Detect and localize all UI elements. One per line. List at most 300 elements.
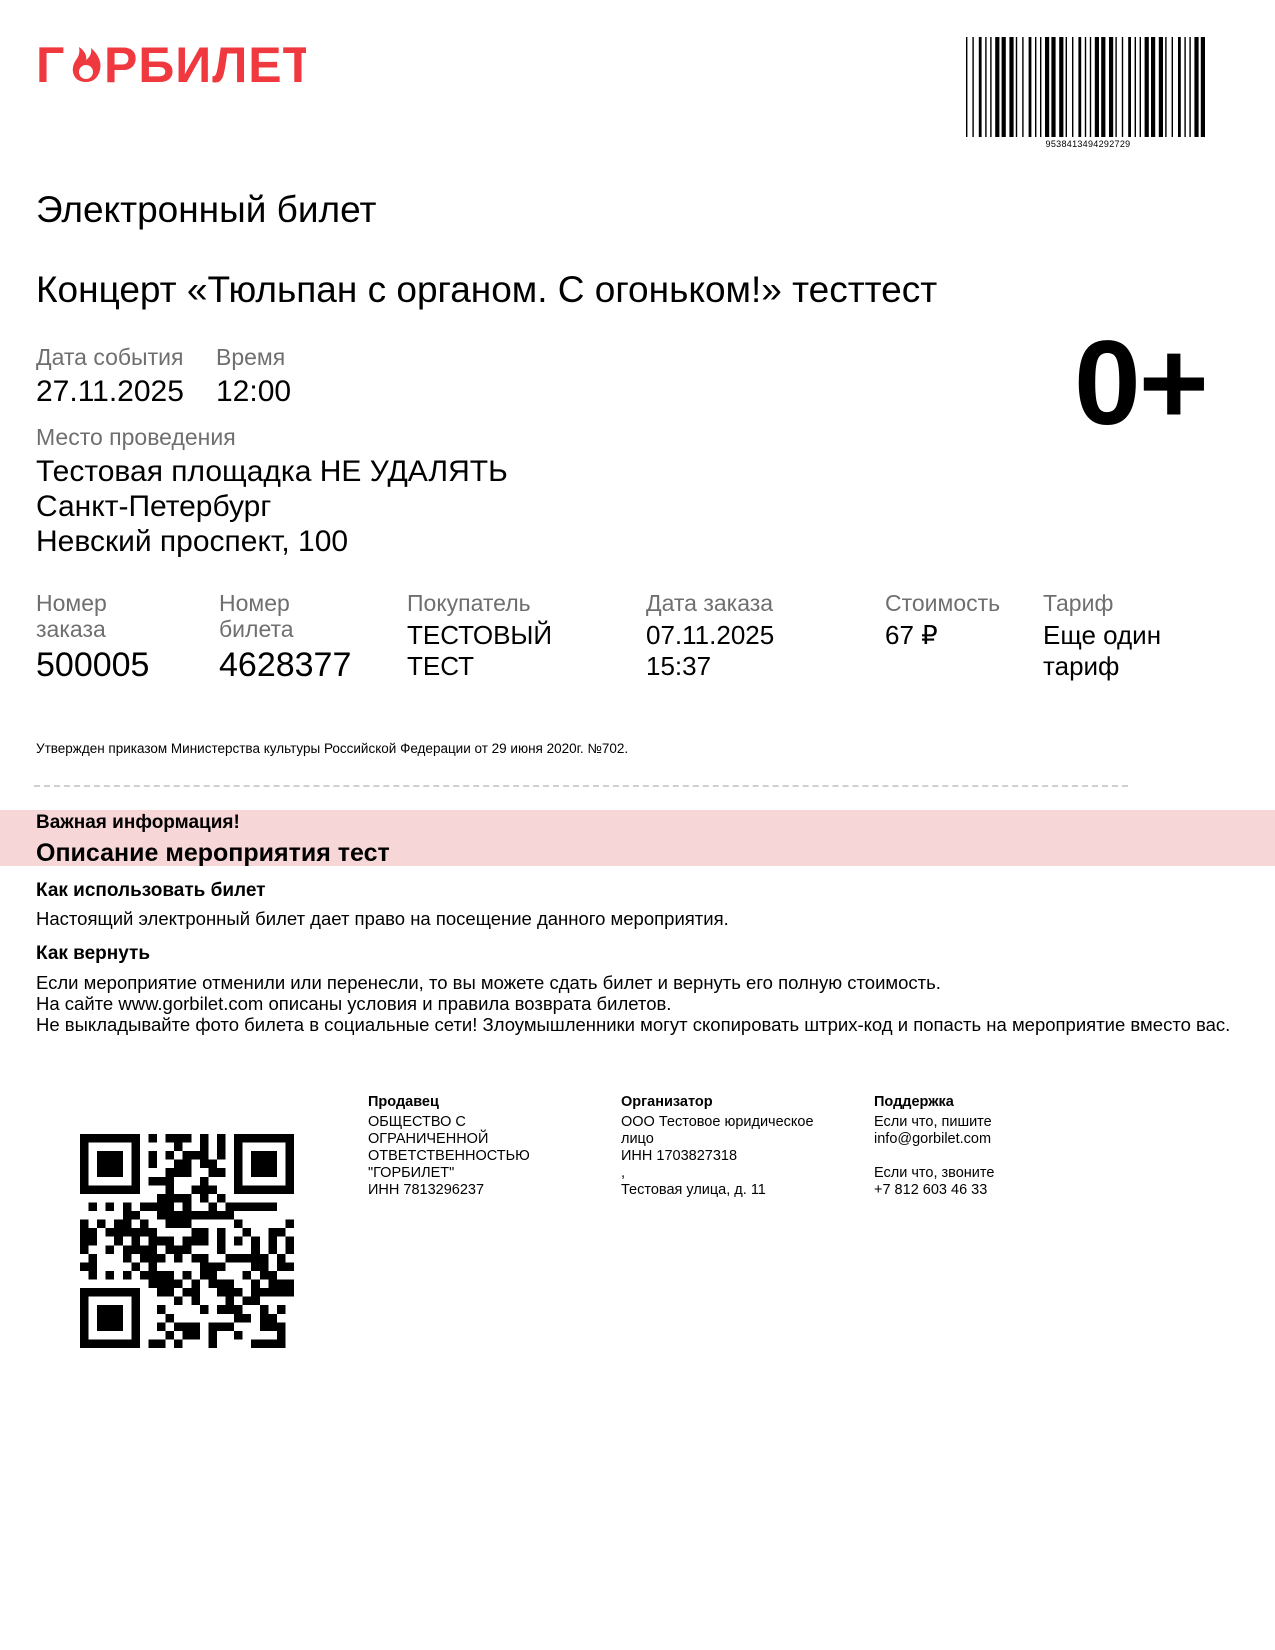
- qr-module: [106, 1245, 115, 1254]
- qr-module: [226, 1211, 235, 1220]
- barcode-bar: [1189, 37, 1190, 137]
- qr-module: [174, 1280, 183, 1289]
- qr-module: [89, 1339, 98, 1348]
- qr-module: [234, 1134, 243, 1143]
- qr-module: [268, 1288, 277, 1297]
- qr-module: [174, 1339, 183, 1348]
- qr-module: [285, 1177, 294, 1186]
- qr-module: [260, 1305, 269, 1314]
- support-block: [874, 1094, 1114, 1199]
- qr-module: [260, 1168, 269, 1177]
- qr-module: [268, 1168, 277, 1177]
- qr-module: [234, 1177, 243, 1186]
- order-number: 500005: [36, 646, 150, 684]
- qr-module: [217, 1228, 226, 1237]
- qr-module: [123, 1245, 132, 1254]
- barcode-bar: [1009, 37, 1013, 137]
- buyer-name-line-2: ТЕСТ: [407, 651, 475, 681]
- barcode-bar: [1085, 37, 1086, 137]
- qr-module: [183, 1331, 192, 1340]
- qr-module: [114, 1134, 123, 1143]
- price-label: Стоимость: [885, 590, 1001, 616]
- qr-module: [166, 1314, 175, 1323]
- qr-module: [285, 1262, 294, 1271]
- qr-module: [234, 1237, 243, 1246]
- qr-module: [251, 1262, 260, 1271]
- barcode-bar: [1159, 37, 1163, 137]
- qr-module: [166, 1134, 175, 1143]
- qr-module: [268, 1228, 277, 1237]
- qr-module: [277, 1288, 286, 1297]
- qr-module: [131, 1134, 140, 1143]
- qr-module: [123, 1254, 132, 1263]
- qr-module: [183, 1288, 192, 1297]
- ticket-barcode: [964, 37, 1212, 149]
- qr-module: [106, 1168, 115, 1177]
- qr-module: [226, 1305, 235, 1314]
- qr-module: [157, 1339, 166, 1348]
- qr-module: [251, 1297, 260, 1306]
- qr-module: [277, 1185, 286, 1194]
- qr-module: [131, 1288, 140, 1297]
- qr-module: [217, 1322, 226, 1331]
- qr-module: [114, 1160, 123, 1169]
- qr-module: [285, 1168, 294, 1177]
- barcode-bar: [1122, 37, 1123, 137]
- order-number-block: [36, 590, 149, 685]
- qr-module: [200, 1237, 209, 1246]
- qr-module: [260, 1339, 269, 1348]
- qr-module: [106, 1339, 115, 1348]
- qr-module: [234, 1160, 243, 1169]
- qr-module: [183, 1151, 192, 1160]
- qr-module: [200, 1185, 209, 1194]
- qr-module: [140, 1245, 149, 1254]
- refund-text: [36, 972, 1236, 1035]
- qr-module: [131, 1339, 140, 1348]
- qr-module: [123, 1134, 132, 1143]
- qr-module: [217, 1288, 226, 1297]
- price-value: 67 ₽: [885, 620, 938, 650]
- qr-module: [148, 1160, 157, 1169]
- qr-module: [200, 1271, 209, 1280]
- qr-module: [243, 1228, 252, 1237]
- qr-module: [97, 1305, 106, 1314]
- qr-module: [157, 1271, 166, 1280]
- qr-module: [285, 1220, 294, 1229]
- barcode-bar: [1095, 37, 1099, 137]
- qr-module: [131, 1143, 140, 1152]
- qr-module: [243, 1202, 252, 1211]
- qr-module: [260, 1322, 269, 1331]
- qr-module: [166, 1245, 175, 1254]
- qr-module: [114, 1314, 123, 1323]
- qr-module: [268, 1322, 277, 1331]
- qr-module: [285, 1160, 294, 1169]
- seller-title: Продавец: [368, 1094, 439, 1110]
- qr-module: [89, 1237, 98, 1246]
- qr-module: [217, 1280, 226, 1289]
- qr-module: [106, 1151, 115, 1160]
- venue-label: Место проведения: [36, 424, 236, 450]
- document-type: Электронный билет: [36, 189, 377, 230]
- qr-module: [148, 1237, 157, 1246]
- venue-block: [36, 454, 508, 559]
- qr-module: [285, 1280, 294, 1289]
- qr-module: [148, 1280, 157, 1289]
- qr-module: [106, 1134, 115, 1143]
- qr-module: [131, 1262, 140, 1271]
- ticket-number: 4628377: [219, 646, 352, 684]
- order-number-label-1: Номер: [36, 590, 107, 616]
- qr-module: [200, 1305, 209, 1314]
- qr-module: [208, 1339, 217, 1348]
- age-rating: 0+: [1074, 316, 1207, 450]
- refund-line-2: На сайте www.gorbilet.com описаны условия и правила возврата билетов.: [36, 993, 672, 1014]
- qr-module: [200, 1194, 209, 1203]
- tariff-block: [1043, 590, 1161, 682]
- qr-module: [114, 1168, 123, 1177]
- barcode-bar: [990, 37, 991, 137]
- time-value: 12:00: [216, 375, 292, 408]
- qr-module: [251, 1185, 260, 1194]
- qr-module: [208, 1211, 217, 1220]
- qr-module: [208, 1280, 217, 1289]
- qr-module: [174, 1322, 183, 1331]
- barcode-bar: [1078, 37, 1081, 137]
- qr-module: [183, 1211, 192, 1220]
- qr-module: [277, 1262, 286, 1271]
- qr-module: [157, 1194, 166, 1203]
- qr-module: [217, 1194, 226, 1203]
- qr-module: [268, 1202, 277, 1211]
- qr-module: [200, 1151, 209, 1160]
- qr-module: [260, 1254, 269, 1263]
- qr-module: [217, 1305, 226, 1314]
- qr-module: [234, 1185, 243, 1194]
- qr-module: [268, 1185, 277, 1194]
- qr-module: [260, 1134, 269, 1143]
- qr-module: [183, 1322, 192, 1331]
- qr-module: [131, 1160, 140, 1169]
- barcode-bar: [1135, 37, 1136, 137]
- qr-module: [208, 1271, 217, 1280]
- qr-module: [200, 1160, 209, 1169]
- svg-text:Г: Г: [36, 37, 66, 92]
- qr-module: [89, 1134, 98, 1143]
- qr-module: [200, 1143, 209, 1152]
- qr-module: [166, 1271, 175, 1280]
- qr-module: [191, 1280, 200, 1289]
- qr-module: [166, 1194, 175, 1203]
- qr-module: [131, 1151, 140, 1160]
- qr-module: [166, 1177, 175, 1186]
- qr-module: [174, 1160, 183, 1169]
- qr-module: [80, 1245, 89, 1254]
- qr-module: [80, 1322, 89, 1331]
- qr-module: [80, 1288, 89, 1297]
- qr-module: [191, 1237, 200, 1246]
- qr-module: [191, 1254, 200, 1263]
- qr-module: [277, 1331, 286, 1340]
- qr-module: [260, 1314, 269, 1323]
- qr-module: [157, 1237, 166, 1246]
- barcode-bar: [1128, 37, 1131, 137]
- support-text: Если что, пишите info@gorbilet.com Если что, звоните +7 812 603 46 33: [874, 1114, 995, 1198]
- qr-module: [97, 1339, 106, 1348]
- ticket-number-label-2: билета: [219, 616, 294, 642]
- qr-module: [89, 1228, 98, 1237]
- qr-module: [131, 1305, 140, 1314]
- qr-module: [234, 1288, 243, 1297]
- event-description: Описание мероприятия тест: [36, 839, 390, 867]
- barcode-bar: [995, 37, 999, 137]
- qr-module: [200, 1134, 209, 1143]
- refund-line-1: Если мероприятие отменили или перенесли, то вы можете сдать билет и вернуть его полную стоимость.: [36, 972, 941, 993]
- qr-module: [166, 1331, 175, 1340]
- qr-module: [114, 1220, 123, 1229]
- qr-module: [268, 1280, 277, 1289]
- qr-module: [80, 1151, 89, 1160]
- qr-module: [157, 1211, 166, 1220]
- qr-module: [114, 1237, 123, 1246]
- qr-module: [106, 1305, 115, 1314]
- qr-module: [166, 1185, 175, 1194]
- qr-module: [97, 1220, 106, 1229]
- qr-module: [174, 1143, 183, 1152]
- qr-module: [97, 1185, 106, 1194]
- barcode-bar: [1090, 37, 1091, 137]
- qr-module: [80, 1305, 89, 1314]
- date-value: 27.11.2025: [36, 375, 184, 408]
- qr-module: [268, 1134, 277, 1143]
- qr-module: [285, 1237, 294, 1246]
- qr-module: [114, 1185, 123, 1194]
- qr-module: [80, 1143, 89, 1152]
- qr-module: [80, 1297, 89, 1306]
- qr-module: [157, 1177, 166, 1186]
- qr-module: [226, 1254, 235, 1263]
- qr-module: [268, 1237, 277, 1246]
- qr-module: [200, 1228, 209, 1237]
- qr-module: [251, 1160, 260, 1169]
- qr-module: [251, 1288, 260, 1297]
- barcode-bar: [1035, 37, 1036, 137]
- qr-module: [183, 1220, 192, 1229]
- barcode-bar: [1178, 37, 1181, 137]
- qr-module: [97, 1314, 106, 1323]
- qr-module: [89, 1262, 98, 1271]
- usage-text: Настоящий электронный билет дает право на посещение данного мероприятия.: [36, 908, 729, 929]
- qr-module: [148, 1177, 157, 1186]
- qr-module: [166, 1211, 175, 1220]
- qr-module: [106, 1160, 115, 1169]
- barcode-bar: [1145, 37, 1149, 137]
- buyer-name-line-1: ТЕСТОВЫЙ: [407, 620, 553, 650]
- qr-module: [131, 1297, 140, 1306]
- qr-module: [217, 1237, 226, 1246]
- ticket-number-block: [219, 590, 351, 685]
- barcode-bars: [964, 37, 1212, 137]
- qr-module: [183, 1245, 192, 1254]
- qr-module: [285, 1185, 294, 1194]
- qr-module: [148, 1228, 157, 1237]
- qr-module: [268, 1245, 277, 1254]
- barcode-bar: [1066, 37, 1067, 137]
- qr-module: [80, 1177, 89, 1186]
- qr-module: [114, 1151, 123, 1160]
- qr-module: [80, 1168, 89, 1177]
- qr-module: [166, 1288, 175, 1297]
- organizer-text: ООО Тестовое юридическое лицо ИНН 1703827318 , Тестовая улица, д. 11: [621, 1114, 814, 1198]
- qr-module: [234, 1143, 243, 1152]
- qr-module: [191, 1211, 200, 1220]
- qr-module: [123, 1288, 132, 1297]
- qr-module: [183, 1202, 192, 1211]
- qr-module: [183, 1160, 192, 1169]
- order-number-label-2: заказа: [36, 616, 106, 642]
- barcode-bar: [985, 37, 986, 137]
- qr-module: [80, 1339, 89, 1348]
- qr-module: [260, 1262, 269, 1271]
- qr-module: [268, 1314, 277, 1323]
- qr-module: [148, 1151, 157, 1160]
- qr-module: [285, 1288, 294, 1297]
- qr-module: [183, 1134, 192, 1143]
- qr-module: [191, 1297, 200, 1306]
- qr-module: [131, 1185, 140, 1194]
- qr-module: [268, 1271, 277, 1280]
- qr-module: [260, 1271, 269, 1280]
- qr-module: [123, 1211, 132, 1220]
- qr-module: [251, 1168, 260, 1177]
- qr-module: [89, 1202, 98, 1211]
- qr-code-image: [80, 1134, 294, 1348]
- qr-module: [157, 1254, 166, 1263]
- qr-module: [140, 1220, 149, 1229]
- qr-module: [285, 1151, 294, 1160]
- barcode-bar: [972, 37, 973, 137]
- qr-module: [243, 1134, 252, 1143]
- barcode-bar: [1201, 37, 1205, 137]
- qr-module: [166, 1168, 175, 1177]
- barcode-bar: [1151, 37, 1155, 137]
- svg-text:РБИЛЕТ: РБИЛЕТ: [104, 37, 306, 92]
- qr-module: [140, 1271, 149, 1280]
- qr-module: [260, 1202, 269, 1211]
- qr-module: [243, 1185, 252, 1194]
- buyer-block: [407, 590, 552, 682]
- qr-module: [114, 1305, 123, 1314]
- qr-module: [148, 1339, 157, 1348]
- qr-module: [123, 1202, 132, 1211]
- qr-module: [97, 1151, 106, 1160]
- qr-module: [200, 1211, 209, 1220]
- qr-module: [277, 1254, 286, 1263]
- qr-module: [123, 1220, 132, 1229]
- qr-module: [174, 1254, 183, 1263]
- qr-module: [277, 1280, 286, 1289]
- qr-module: [166, 1280, 175, 1289]
- qr-module: [174, 1194, 183, 1203]
- qr-module: [251, 1254, 260, 1263]
- qr-module: [131, 1168, 140, 1177]
- qr-module: [277, 1228, 286, 1237]
- qr-module: [157, 1280, 166, 1289]
- qr-module: [208, 1168, 217, 1177]
- qr-module: [234, 1168, 243, 1177]
- qr-module: [174, 1297, 183, 1306]
- qr-module: [80, 1134, 89, 1143]
- barcode-bar: [1040, 37, 1041, 137]
- qr-module: [260, 1185, 269, 1194]
- organizer-block: [621, 1094, 861, 1199]
- barcode-bar: [1109, 37, 1113, 137]
- qr-module: [208, 1160, 217, 1169]
- qr-module: [200, 1254, 209, 1263]
- qr-module: [140, 1228, 149, 1237]
- support-title: Поддержка: [874, 1094, 954, 1110]
- qr-module: [251, 1151, 260, 1160]
- qr-module: [80, 1331, 89, 1340]
- ticket-number-label-1: Номер: [219, 590, 290, 616]
- qr-module: [234, 1305, 243, 1314]
- refund-title: Как вернуть: [36, 943, 151, 964]
- qr-module: [217, 1134, 226, 1143]
- qr-module: [234, 1331, 243, 1340]
- qr-module: [243, 1314, 252, 1323]
- qr-module: [200, 1177, 209, 1186]
- qr-module: [268, 1151, 277, 1160]
- gorbilet-logo: [36, 32, 306, 92]
- qr-module: [166, 1202, 175, 1211]
- qr-module: [234, 1202, 243, 1211]
- qr-module: [174, 1220, 183, 1229]
- qr-module: [123, 1228, 132, 1237]
- barcode-bar: [1101, 37, 1105, 137]
- order-date-block: [646, 590, 774, 682]
- qr-module: [217, 1211, 226, 1220]
- qr-module: [208, 1185, 217, 1194]
- buyer-label: Покупатель: [407, 590, 531, 616]
- qr-module: [277, 1339, 286, 1348]
- seller-text: ОБЩЕСТВО С ОГРАНИЧЕННОЙ ОТВЕТСТВЕННОСТЬЮ "ГОРБИЛЕТ" ИНН 7813296237: [368, 1114, 530, 1198]
- qr-module: [174, 1245, 183, 1254]
- qr-module: [80, 1262, 89, 1271]
- qr-module: [114, 1228, 123, 1237]
- qr-module: [148, 1262, 157, 1271]
- qr-module: [285, 1134, 294, 1143]
- qr-module: [148, 1271, 157, 1280]
- qr-module: [80, 1314, 89, 1323]
- barcode-bar: [1184, 37, 1185, 137]
- barcode-bar: [1059, 37, 1063, 137]
- qr-module: [123, 1339, 132, 1348]
- venue-city: Санкт-Петербург: [36, 490, 272, 523]
- barcode-bar: [1045, 37, 1049, 137]
- qr-module: [268, 1160, 277, 1169]
- qr-module: [251, 1245, 260, 1254]
- qr-module: [191, 1151, 200, 1160]
- flame-icon: [73, 47, 101, 82]
- barcode-bar: [1002, 37, 1006, 137]
- qr-module: [80, 1185, 89, 1194]
- order-date: 07.11.2025: [646, 620, 775, 650]
- qr-module: [217, 1262, 226, 1271]
- qr-module: [277, 1322, 286, 1331]
- qr-module: [131, 1322, 140, 1331]
- barcode-bar: [1115, 37, 1116, 137]
